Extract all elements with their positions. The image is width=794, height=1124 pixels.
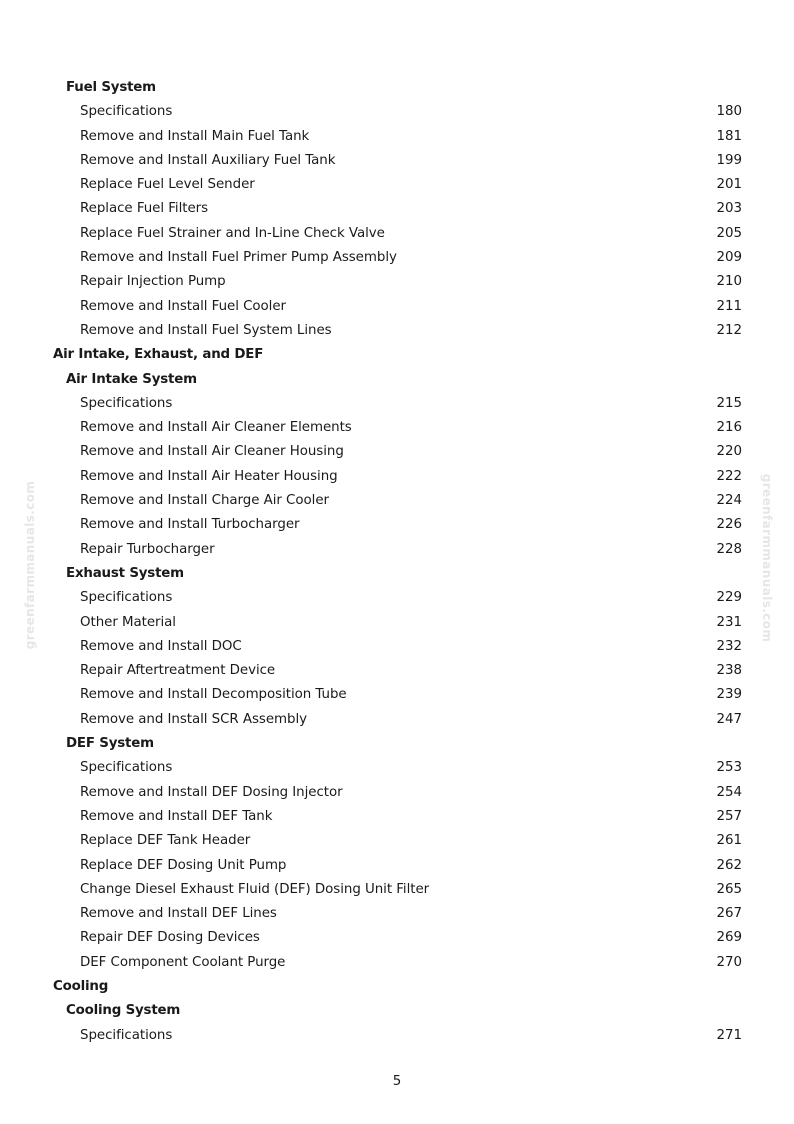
toc-entry-title: Specifications — [80, 395, 173, 411]
toc-section-heading — [0, 975, 794, 999]
toc-entry-title: Remove and Install Fuel System Lines — [80, 322, 332, 338]
toc-entry[interactable] — [0, 611, 794, 635]
toc-entry[interactable] — [0, 805, 794, 829]
toc-entry-title: Remove and Install SCR Assembly — [80, 711, 308, 727]
toc-entry-page-number: 270 — [716, 954, 742, 970]
toc-entry[interactable] — [0, 756, 794, 780]
toc-entry-title: Remove and Install Charge Air Cooler — [80, 493, 329, 509]
toc-entry-title: Remove and Install Fuel Primer Pump Assembly — [80, 250, 397, 266]
toc-entry-page-number: 205 — [716, 225, 742, 241]
toc-entry[interactable] — [0, 878, 794, 902]
table-of-contents — [0, 76, 794, 1048]
toc-entry-page-number: 262 — [716, 857, 742, 873]
toc-entry[interactable] — [0, 295, 794, 319]
toc-entry[interactable] — [0, 489, 794, 513]
toc-entry-title: Remove and Install DEF Lines — [80, 906, 277, 922]
toc-entry-page-number: 212 — [716, 322, 742, 338]
toc-entry-title: Fuel System — [66, 80, 156, 95]
toc-entry[interactable] — [0, 173, 794, 197]
toc-entry[interactable] — [0, 926, 794, 950]
toc-entry-page-number: 209 — [716, 250, 742, 266]
toc-entry[interactable] — [0, 708, 794, 732]
toc-entry-title: Air Intake, Exhaust, and DEF — [53, 347, 264, 363]
toc-entry-title: Remove and Install Auxiliary Fuel Tank — [80, 152, 336, 168]
toc-entry-page-number: 180 — [716, 104, 742, 120]
toc-entry-title: Replace DEF Dosing Unit Pump — [80, 857, 287, 873]
watermark-right: greenfarmmanuals.com — [760, 473, 774, 643]
toc-entry[interactable] — [0, 270, 794, 294]
toc-entry-page-number: 238 — [716, 663, 742, 679]
toc-entry-title: Replace DEF Tank Header — [80, 833, 251, 849]
toc-entry-title: Remove and Install Main Fuel Tank — [80, 128, 310, 144]
toc-entry[interactable] — [0, 635, 794, 659]
toc-entry[interactable] — [0, 683, 794, 707]
toc-entry-page-number: 239 — [716, 687, 742, 703]
toc-entry-title: Specifications — [80, 760, 173, 776]
toc-entry-title: Exhaust System — [66, 565, 184, 581]
toc-entry[interactable] — [0, 416, 794, 440]
toc-entry-page-number: 267 — [716, 906, 742, 922]
toc-entry[interactable] — [0, 1024, 794, 1048]
toc-entry[interactable] — [0, 440, 794, 464]
toc-entry[interactable] — [0, 902, 794, 926]
toc-entry-page-number: 229 — [716, 590, 742, 606]
toc-entry-title: Repair DEF Dosing Devices — [80, 930, 260, 946]
toc-entry-page-number: 224 — [716, 493, 742, 509]
toc-entry-page-number: 203 — [716, 201, 742, 217]
toc-subsection-heading — [0, 999, 794, 1023]
toc-entry-title: Remove and Install Decomposition Tube — [80, 687, 347, 703]
toc-subsection-heading — [0, 368, 794, 392]
toc-entry-page-number: 271 — [716, 1027, 742, 1043]
toc-entry-title: Cooling — [53, 978, 109, 994]
toc-entry[interactable] — [0, 586, 794, 610]
toc-entry[interactable] — [0, 246, 794, 270]
toc-entry-page-number: 254 — [716, 784, 742, 800]
toc-entry-page-number: 231 — [716, 614, 742, 630]
toc-entry[interactable] — [0, 951, 794, 975]
toc-entry-title: Remove and Install Air Cleaner Housing — [80, 444, 344, 460]
toc-section-heading — [0, 343, 794, 367]
toc-entry[interactable] — [0, 659, 794, 683]
toc-entry-title: Replace Fuel Filters — [80, 201, 209, 217]
toc-entry-title: Cooling System — [66, 1003, 181, 1019]
toc-entry-page-number: 220 — [716, 444, 742, 460]
toc-entry-page-number: 222 — [716, 468, 742, 484]
toc-entry-title: Replace Fuel Strainer and In-Line Check Valve — [80, 225, 385, 241]
toc-entry[interactable] — [0, 513, 794, 537]
watermark-left: greenfarmmanuals.com — [23, 480, 37, 650]
toc-entry-title: Remove and Install Turbocharger — [80, 517, 300, 533]
toc-entry-title: Remove and Install DEF Dosing Injector — [80, 784, 343, 800]
toc-entry-page-number: 257 — [716, 808, 742, 824]
toc-entry-title: Change Diesel Exhaust Fluid (DEF) Dosing Unit Filter — [80, 881, 430, 897]
toc-entry-page-number: 199 — [716, 152, 742, 168]
toc-entry-title: Other Material — [80, 614, 176, 630]
toc-entry-title: Remove and Install Fuel Cooler — [80, 298, 286, 314]
toc-entry[interactable] — [0, 100, 794, 124]
toc-subsection-heading — [0, 562, 794, 586]
toc-entry-title: Repair Aftertreatment Device — [80, 663, 276, 679]
toc-entry[interactable] — [0, 125, 794, 149]
toc-entry[interactable] — [0, 538, 794, 562]
toc-entry-title: Specifications — [80, 590, 173, 606]
toc-entry-page-number: 215 — [716, 395, 742, 411]
toc-entry-title: Remove and Install Air Heater Housing — [80, 468, 338, 484]
toc-entry-title: DEF System — [66, 736, 154, 752]
toc-entry-page-number: 216 — [716, 420, 742, 436]
toc-entry[interactable] — [0, 319, 794, 343]
toc-entry-page-number: 211 — [716, 298, 742, 314]
toc-entry[interactable] — [0, 222, 794, 246]
page-number: 5 — [392, 1074, 402, 1089]
toc-entry[interactable] — [0, 392, 794, 416]
toc-entry-title: Remove and Install Air Cleaner Elements — [80, 420, 352, 436]
toc-entry[interactable] — [0, 829, 794, 853]
toc-entry[interactable] — [0, 854, 794, 878]
toc-subsection-heading — [0, 732, 794, 756]
toc-entry-page-number: 181 — [716, 128, 742, 144]
toc-subsection-heading — [0, 76, 794, 100]
toc-entry-title: Specifications — [80, 104, 173, 120]
toc-entry-title: Repair Turbocharger — [80, 541, 215, 557]
toc-entry-title: Air Intake System — [66, 371, 197, 387]
toc-entry-page-number: 226 — [716, 517, 742, 533]
toc-entry-title: Replace Fuel Level Sender — [80, 177, 255, 193]
toc-entry-title: Remove and Install DOC — [80, 638, 242, 654]
toc-entry[interactable] — [0, 465, 794, 489]
toc-entry[interactable] — [0, 197, 794, 221]
toc-entry-page-number: 201 — [716, 177, 742, 193]
toc-entry-page-number: 228 — [716, 541, 742, 557]
toc-entry-page-number: 261 — [716, 833, 742, 849]
toc-entry-page-number: 265 — [716, 881, 742, 897]
toc-entry-title: Repair Injection Pump — [80, 274, 226, 290]
toc-entry-title: Specifications — [80, 1027, 173, 1043]
toc-entry[interactable] — [0, 781, 794, 805]
toc-entry[interactable] — [0, 149, 794, 173]
toc-entry-title: DEF Component Coolant Purge — [80, 954, 286, 970]
toc-entry-page-number: 247 — [716, 711, 742, 727]
toc-entry-page-number: 232 — [716, 638, 742, 654]
toc-entry-page-number: 210 — [716, 274, 742, 290]
toc-entry-title: Remove and Install DEF Tank — [80, 808, 273, 824]
toc-entry-page-number: 269 — [716, 930, 742, 946]
toc-entry-page-number: 253 — [716, 760, 742, 776]
